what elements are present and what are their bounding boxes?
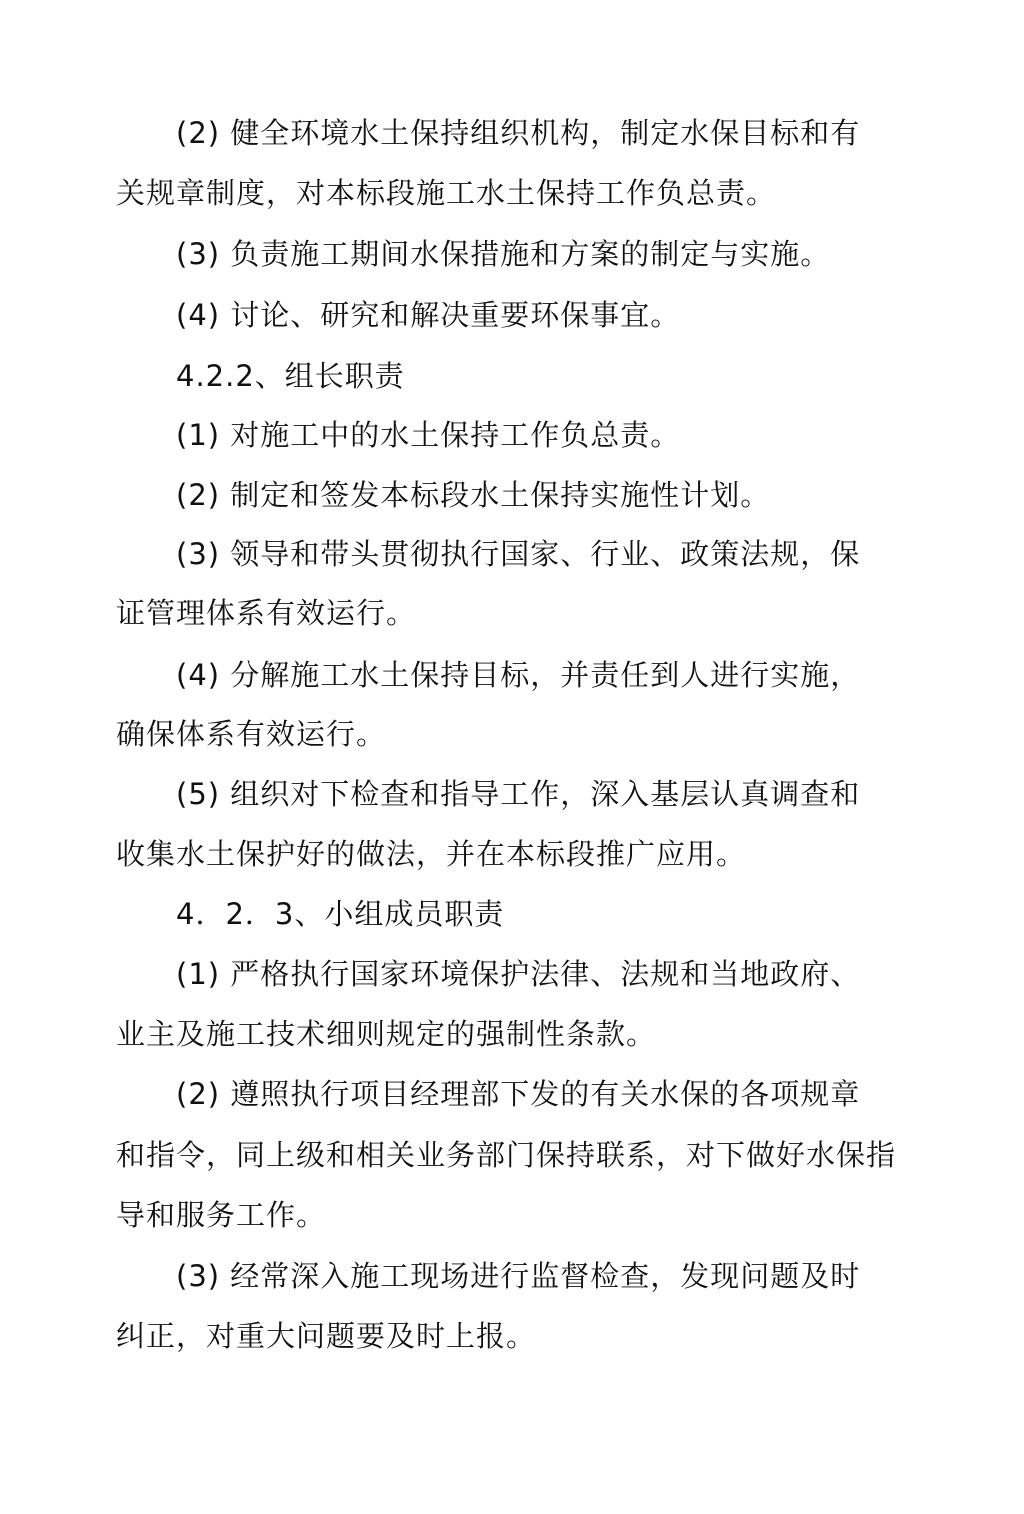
section-heading: 4．2．3、小组成员职责 — [176, 897, 505, 931]
paragraph-line: (3) 领导和带头贯彻执行国家、行业、政策法规，保 — [176, 537, 861, 571]
paragraph-line: (2) 健全环境水土保持组织机构，制定水保目标和有 — [176, 116, 861, 150]
section-heading: 4.2.2、组长职责 — [176, 359, 405, 393]
paragraph-line: 关规章制度，对本标段施工水土保持工作负总责。 — [116, 176, 777, 210]
paragraph-line: 收集水土保护好的做法，并在本标段推广应用。 — [116, 837, 747, 871]
paragraph-line: (2) 制定和签发本标段水土保持实施性计划。 — [176, 478, 771, 512]
paragraph-line: (2) 遵照执行项目经理部下发的有关水保的各项规章 — [176, 1077, 861, 1111]
paragraph-line: 和指令，同上级和相关业务部门保持联系，对下做好水保指 — [116, 1138, 897, 1172]
paragraph-line: (3) 负责施工期间水保措施和方案的制定与实施。 — [176, 237, 831, 271]
paragraph-line: (5) 组织对下检查和指导工作，深入基层认真调查和 — [176, 777, 861, 811]
paragraph-line: 业主及施工技术细则规定的强制性条款。 — [116, 1017, 657, 1051]
paragraph-line: (4) 讨论、研究和解决重要环保事宜。 — [176, 298, 681, 332]
paragraph-line: 导和服务工作。 — [116, 1198, 327, 1232]
paragraph-line: 证管理体系有效运行。 — [116, 596, 417, 630]
paragraph-line: (4) 分解施工水土保持目标，并责任到人进行实施， — [176, 658, 861, 692]
paragraph-line: (1) 严格执行国家环境保护法律、法规和当地政府、 — [176, 957, 861, 991]
paragraph-line: (3) 经常深入施工现场进行监督检查，发现问题及时 — [176, 1259, 861, 1293]
paragraph-line: (1) 对施工中的水土保持工作负总责。 — [176, 418, 681, 452]
paragraph-line: 确保体系有效运行。 — [116, 717, 387, 751]
paragraph-line: 纠正，对重大问题要及时上报。 — [116, 1319, 537, 1353]
